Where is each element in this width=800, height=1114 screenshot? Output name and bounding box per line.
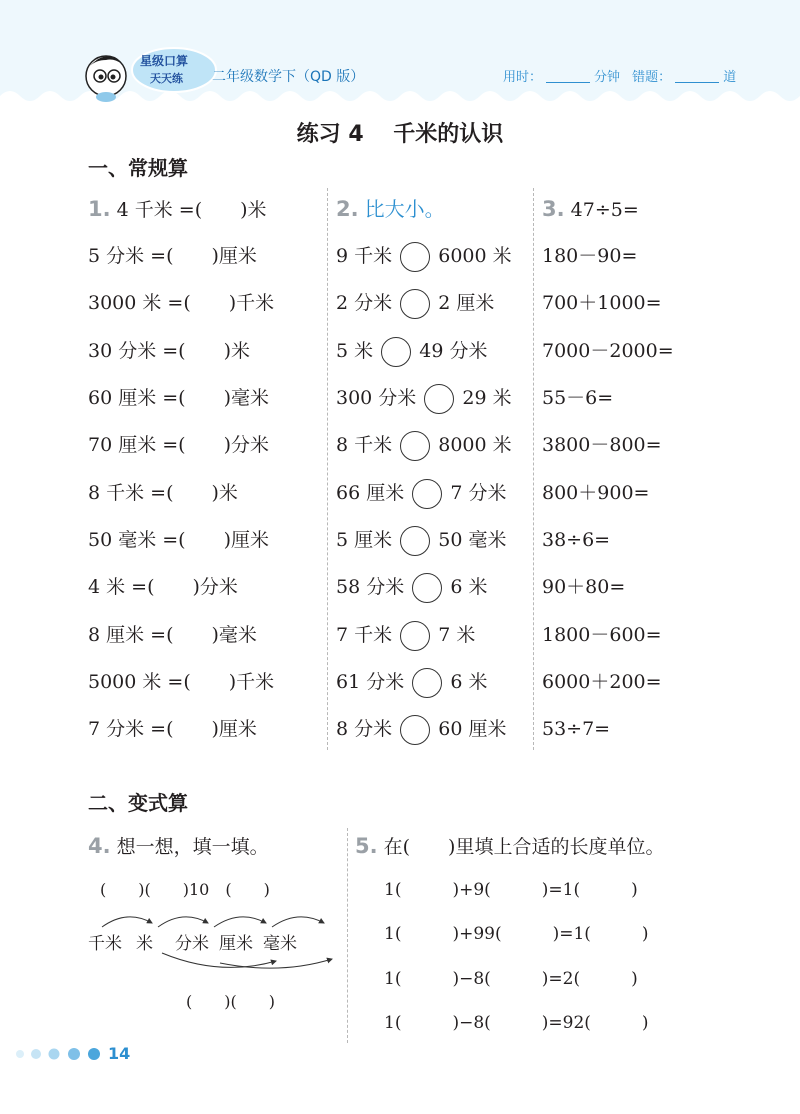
calc-item[interactable]: 47÷5=: [570, 199, 639, 221]
conversion-item[interactable]: 60 厘米 =( )毫米: [88, 387, 270, 409]
q4-instruction: 想一想，填一填。: [116, 836, 269, 858]
errors-label: 错题：: [632, 70, 672, 85]
footer-dots-decoration: [14, 1047, 114, 1061]
compare-circle[interactable]: [381, 337, 411, 367]
compare-right: 49 分米: [419, 340, 488, 362]
q5-instruction: 在( )里填上合适的长度单位。: [383, 836, 665, 858]
conversion-item[interactable]: 8 厘米 =( )毫米: [88, 624, 257, 646]
compare-item: [336, 337, 487, 365]
compare-item: [336, 289, 494, 317]
compare-item: [336, 526, 506, 554]
q4-header: [88, 832, 269, 860]
compare-right: 8000 米: [438, 434, 512, 456]
calc-item[interactable]: 800＋900=: [542, 482, 650, 504]
q4-bottom-blanks[interactable]: ( )( ): [186, 992, 275, 1011]
unit-dm: 分米: [175, 934, 209, 954]
unit-fill-item[interactable]: 1( )+9( )=1( ): [384, 880, 638, 900]
section-title-routine: 一、常规算: [88, 156, 188, 180]
unit-fill-item[interactable]: 1( )−8( )=2( ): [384, 969, 638, 989]
conversion-item[interactable]: 30 分米 =( )米: [88, 340, 251, 362]
compare-circle[interactable]: [424, 384, 454, 414]
conversion-item[interactable]: 4 千米 =( )米: [116, 199, 267, 221]
conversion-item[interactable]: 5000 米 =( )千米: [88, 671, 275, 693]
compare-left: 2 分米: [336, 292, 393, 314]
page-header: [0, 0, 800, 112]
unit-cm: 厘米: [219, 934, 253, 954]
time-label: 用时：: [503, 70, 543, 85]
compare-left: 7 千米: [336, 624, 393, 646]
page-title: 练习 4 千米的认识: [296, 122, 504, 147]
conversion-item[interactable]: 4 米 =( )分米: [88, 576, 238, 598]
conversion-item[interactable]: 3000 米 =( )千米: [88, 292, 275, 314]
compare-right: 2 厘米: [438, 292, 495, 314]
compare-right: 60 厘米: [438, 718, 507, 740]
time-errors-record: [503, 66, 736, 85]
compare-right: 6 米: [450, 576, 488, 598]
unit-chain: [88, 930, 297, 958]
compare-circle[interactable]: [400, 621, 430, 651]
compare-left: 5 米: [336, 340, 374, 362]
compare-item: [336, 715, 506, 743]
compare-circle[interactable]: [400, 715, 430, 745]
compare-left: 8 分米: [336, 718, 393, 740]
page-number: 14: [108, 1044, 131, 1063]
errors-unit: 道: [723, 70, 737, 85]
compare-circle[interactable]: [412, 573, 442, 603]
compare-right: 7 米: [438, 624, 476, 646]
conversion-item[interactable]: 8 千米 =( )米: [88, 482, 238, 504]
conversion-item[interactable]: 70 厘米 =( )分米: [88, 434, 270, 456]
column-divider: [533, 188, 534, 750]
compare-left: 8 千米: [336, 434, 393, 456]
question-number: 2.: [336, 197, 359, 221]
errors-blank[interactable]: [675, 71, 719, 83]
unit-fill-item[interactable]: 1( )+99( )=1( ): [384, 924, 649, 944]
time-unit: 分钟: [594, 70, 621, 85]
compare-left: 9 千米: [336, 245, 393, 267]
compare-right: 6000 米: [438, 245, 512, 267]
time-blank[interactable]: [546, 71, 590, 83]
calc-item[interactable]: 1800－600=: [542, 624, 662, 646]
compare-left: 66 厘米: [336, 482, 405, 504]
compare-circle[interactable]: [400, 242, 430, 272]
question-number: 5.: [355, 834, 378, 858]
q5-header: [355, 832, 664, 860]
question-number: 4.: [88, 834, 111, 858]
compare-right: 29 米: [462, 387, 512, 409]
compare-circle[interactable]: [400, 289, 430, 319]
calc-item[interactable]: 3800－800=: [542, 434, 662, 456]
compare-left: 5 厘米: [336, 529, 393, 551]
calc-item[interactable]: 700＋1000=: [542, 292, 662, 314]
book-title: 二年级数学下（QD 版）: [212, 69, 365, 85]
q2-instruction: 比大小。: [364, 197, 445, 221]
compare-right: 50 毫米: [438, 529, 507, 551]
calc-item[interactable]: 7000－2000=: [542, 340, 674, 362]
compare-item: [336, 431, 512, 459]
compare-item: [336, 384, 512, 412]
compare-right: 6 米: [450, 671, 488, 693]
logo-subtitle: 天天练: [150, 72, 183, 85]
compare-item: [336, 668, 487, 696]
section-title-variation: 二、变式算: [88, 791, 188, 815]
compare-circle[interactable]: [412, 479, 442, 509]
conversion-item[interactable]: 5 分米 =( )厘米: [88, 245, 257, 267]
q4-top-blanks[interactable]: ( )( )10 ( ): [100, 880, 270, 899]
compare-item: [336, 479, 506, 507]
question-number: 3.: [542, 197, 565, 221]
calc-item[interactable]: 38÷6=: [542, 529, 611, 551]
compare-left: 300 分米: [336, 387, 417, 409]
compare-left: 61 分米: [336, 671, 405, 693]
calc-item[interactable]: 90＋80=: [542, 576, 626, 598]
q3-header: [542, 195, 639, 223]
unit-fill-item[interactable]: 1( )−8( )=92( ): [384, 1013, 649, 1033]
compare-circle[interactable]: [400, 526, 430, 556]
compare-left: 58 分米: [336, 576, 405, 598]
calc-item[interactable]: 6000＋200=: [542, 671, 662, 693]
column-divider: [327, 188, 328, 750]
compare-item: [336, 621, 475, 649]
question-number: 1.: [88, 197, 111, 221]
conversion-item[interactable]: 50 毫米 =( )厘米: [88, 529, 270, 551]
logo-title: 星级口算: [140, 54, 189, 68]
conversion-item[interactable]: 7 分米 =( )厘米: [88, 718, 257, 740]
calc-item[interactable]: 55－6=: [542, 387, 614, 409]
compare-item: [336, 573, 487, 601]
calc-item[interactable]: 180－90=: [542, 245, 638, 267]
compare-right: 7 分米: [450, 482, 507, 504]
compare-circle[interactable]: [412, 668, 442, 698]
unit-m: 米: [136, 934, 153, 954]
compare-item: [336, 242, 512, 270]
calc-item[interactable]: 53÷7=: [542, 718, 611, 740]
q1-header: [88, 195, 267, 223]
unit-mm: 毫米: [263, 934, 297, 954]
unit-km: 千米: [88, 934, 122, 954]
compare-circle[interactable]: [400, 431, 430, 461]
q2-header: [336, 195, 445, 223]
